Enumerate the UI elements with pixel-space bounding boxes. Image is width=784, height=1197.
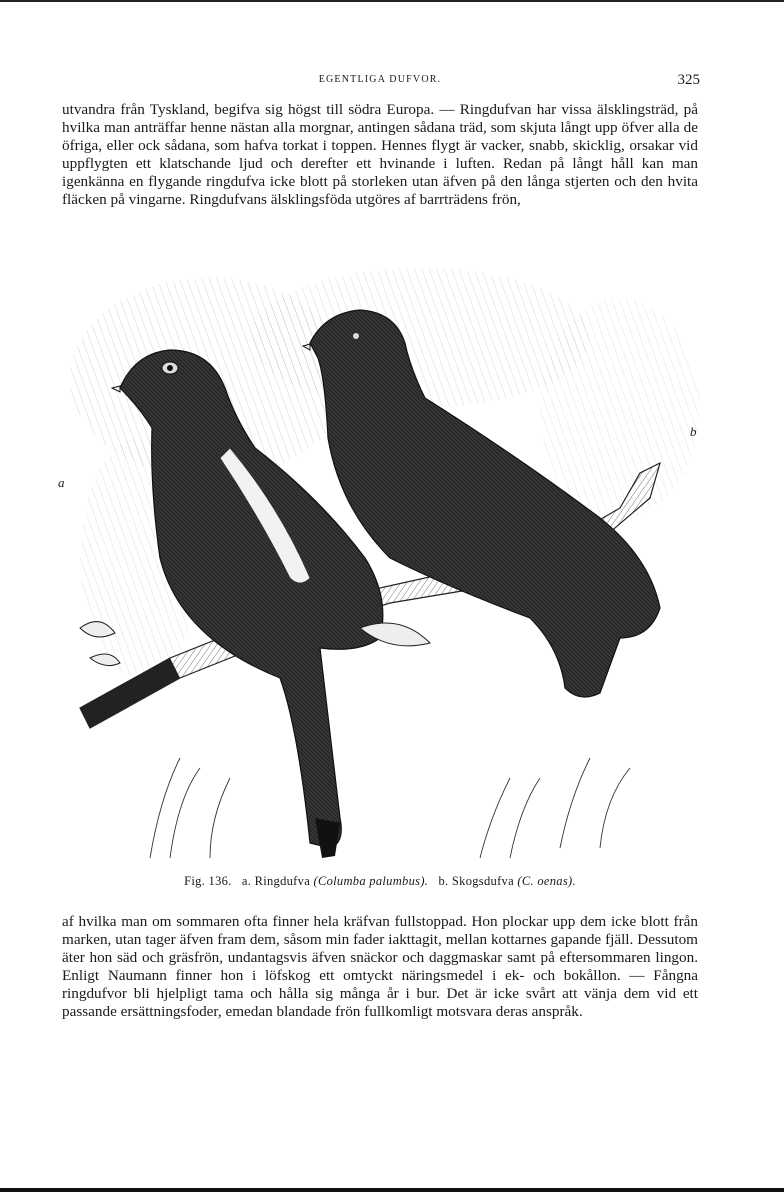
figure-label-b: b xyxy=(690,424,697,439)
page-bottom-edge xyxy=(0,1188,784,1192)
caption-a-name: a. Ringdufva xyxy=(241,874,311,888)
body-paragraph-1: utvandra från Tyskland, begifva sig högst till södra Europa. — Ringdufvan har vissa älsklingsträd, på hvilka man anträffar henne nästan alla morgnar, antingen sådana träd, som skjuta långt upp öfver alla de öfriga, eller ock sådana, som hafva torkat i toppen. Hennes flygt är vacker, snabb, skicklig, orsakar vid uppflygten ett klatschande ljud och derefter ett hvinande i luften. Redan på långt håll kan man igenkänna en flygande ringdufva icke blott på storleken utan äfven på den långa stjerten och den hvita fläcken på vingarne. Ringdufvans älsklingsföda utgöres af barrträdens frön, xyxy=(62,101,698,209)
page-number: 325 xyxy=(677,72,700,88)
caption-a-latin: (Columba palumbus). xyxy=(313,874,429,888)
figure-caption xyxy=(60,874,700,889)
caption-fig-number: Fig. 136. xyxy=(184,874,232,888)
running-header xyxy=(60,74,700,90)
illustration-pigeons xyxy=(60,258,700,870)
engraving-svg xyxy=(60,258,700,870)
grass xyxy=(150,758,630,858)
running-title: EGENTLIGA DUFVOR. xyxy=(318,74,442,85)
page-top-edge xyxy=(0,0,784,2)
caption-b-latin: (C. oenas). xyxy=(517,874,576,888)
body-paragraph-2: af hvilka man om sommaren ofta finner hela kräfvan fullstoppad. Hon plockar upp dem icke blott från marken, utan tager äfven fram dem, såsom min fader iakttagit, mellan kottarnes gapande fjäll. Dessutom äter hon säd och gräsfrön, undantagsvis äfven snäckor och daggmaskar samt på eftersommaren lingon. Enligt Naumann finner hon i löfskog ett omtyckt näringsmedel i ek- och bokållon. — Fångna ringdufvor bli hjelpligt tama och hålla sig många år i bur. Det är icke svårt att vänja dem vid ett passande ersättningsfoder, emedan blandade frön fullkomligt motsvara deras anspråk. xyxy=(62,913,698,1021)
figure-label-a: a xyxy=(58,475,65,490)
caption-b-name: b. Skogsdufva xyxy=(438,874,514,888)
